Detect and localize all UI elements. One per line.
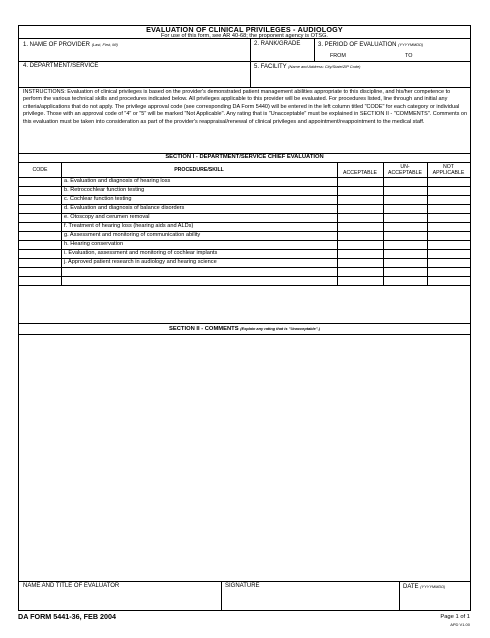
facility-hint: (Name and Address: City/State/ZIP Code) (288, 64, 361, 69)
facility-label: 5. FACILITY (254, 64, 287, 70)
form-header (19, 26, 470, 39)
procedure-item: e. Otoscopy and cerumen removal (64, 214, 150, 220)
signature-field[interactable]: SIGNATURE (225, 583, 260, 589)
department-service-field[interactable]: 4. DEPARTMENT/SERVICE (23, 63, 99, 69)
date-hint: (YYYYMMDD) (420, 584, 446, 589)
procedure-item: h. Hearing conservation (64, 241, 124, 247)
section-1-title: SECTION I - DEPARTMENT/SERVICE CHIEF EVALUATION (165, 154, 324, 160)
form-title: EVALUATION OF CLINICAL PRIVILEGES - AUDIOLOGY (146, 25, 343, 34)
facility-field[interactable] (254, 63, 360, 71)
procedure-item: f. Treatment of hearing loss (hearing aids and ALDs) (64, 223, 194, 229)
date-label: DATE (403, 584, 419, 590)
procedure-item: d. Evaluation and diagnosis of balance disorders (64, 205, 185, 211)
form-version: APD V1.00 (450, 622, 470, 627)
provider-name-hint: (Last, First, MI) (91, 42, 118, 47)
provider-name-field[interactable] (23, 41, 118, 49)
col-unacceptable-header: UN- ACCEPTABLE (388, 164, 422, 176)
col-procedure-header: PROCEDURE/SKILL (174, 167, 224, 173)
provider-name-label: 1. NAME OF PROVIDER (23, 42, 91, 48)
comments-area[interactable] (19, 335, 470, 581)
form-subtitle: For use of this form, see AR 40-68; the proponent agency is OTSG. (161, 33, 328, 39)
form-id: DA FORM 5441-36, FEB 2004 (18, 612, 116, 621)
col-acceptable-header: ACCEPTABLE (343, 170, 377, 176)
procedure-item: a. Evaluation and diagnosis of hearing loss (64, 178, 171, 184)
date-field[interactable] (403, 583, 445, 591)
instructions-text: INSTRUCTIONS: Evaluation of clinical privileges is based on the provider's demonstrated patient management abilities appropriate to this discipline, and his/her competence to perform the various technical skills and procedures indicated below. All privileges applicable to this provider will be evaluated. For procedures listed, line through and initial any criteria/applications that do not apply. The privilege approval code (see corresponding DA Form 5440) will be entered in the left column titled "CODE" for each category or individual privilege. Those with an approval code of "4" or "5" will be marked "Not Applicable". Any rating that is "Unacceptable" must be explained in SECTION II - "COMMENTS". Comments on this evaluation must be taken into consideration as part of the provider's reappraisal/renewal of clinical privileges and appointment/reappointment to the medical staff. (23, 89, 468, 125)
procedure-item: b. Retrocochlear function testing (64, 187, 145, 193)
from-label: FROM (330, 53, 346, 59)
procedure-item: g. Assessment and monitoring of communication ability (64, 232, 201, 238)
procedure-item: j. Approved patient research in audiology and hearing science (64, 259, 217, 265)
page-number: Page 1 of 1 (440, 614, 470, 620)
period-of-evaluation-field[interactable] (318, 41, 423, 49)
procedure-item: i. Evaluation, assessment and monitoring of cochlear implants (64, 250, 218, 256)
evaluator-name-field[interactable]: NAME AND TITLE OF EVALUATOR (23, 583, 120, 589)
section-2-title: SECTION II - COMMENTS (Explain any rating that is "Unacceptable".) (169, 326, 320, 332)
period-label: 3. PERIOD OF EVALUATION (318, 42, 397, 48)
procedure-item: c. Cochlear function testing (64, 196, 132, 202)
rank-grade-field[interactable]: 2. RANK/GRADE (254, 41, 301, 47)
to-label: TO (405, 53, 413, 59)
evaluation-form (18, 25, 471, 611)
col-code-header: CODE (32, 167, 48, 173)
col-not-applicable-header: NOT APPLICABLE (432, 164, 465, 176)
period-hint: (YYYYMMDD) (398, 42, 424, 47)
section-2-hint: (Explain any rating that is "Unacceptable".) (240, 326, 320, 331)
